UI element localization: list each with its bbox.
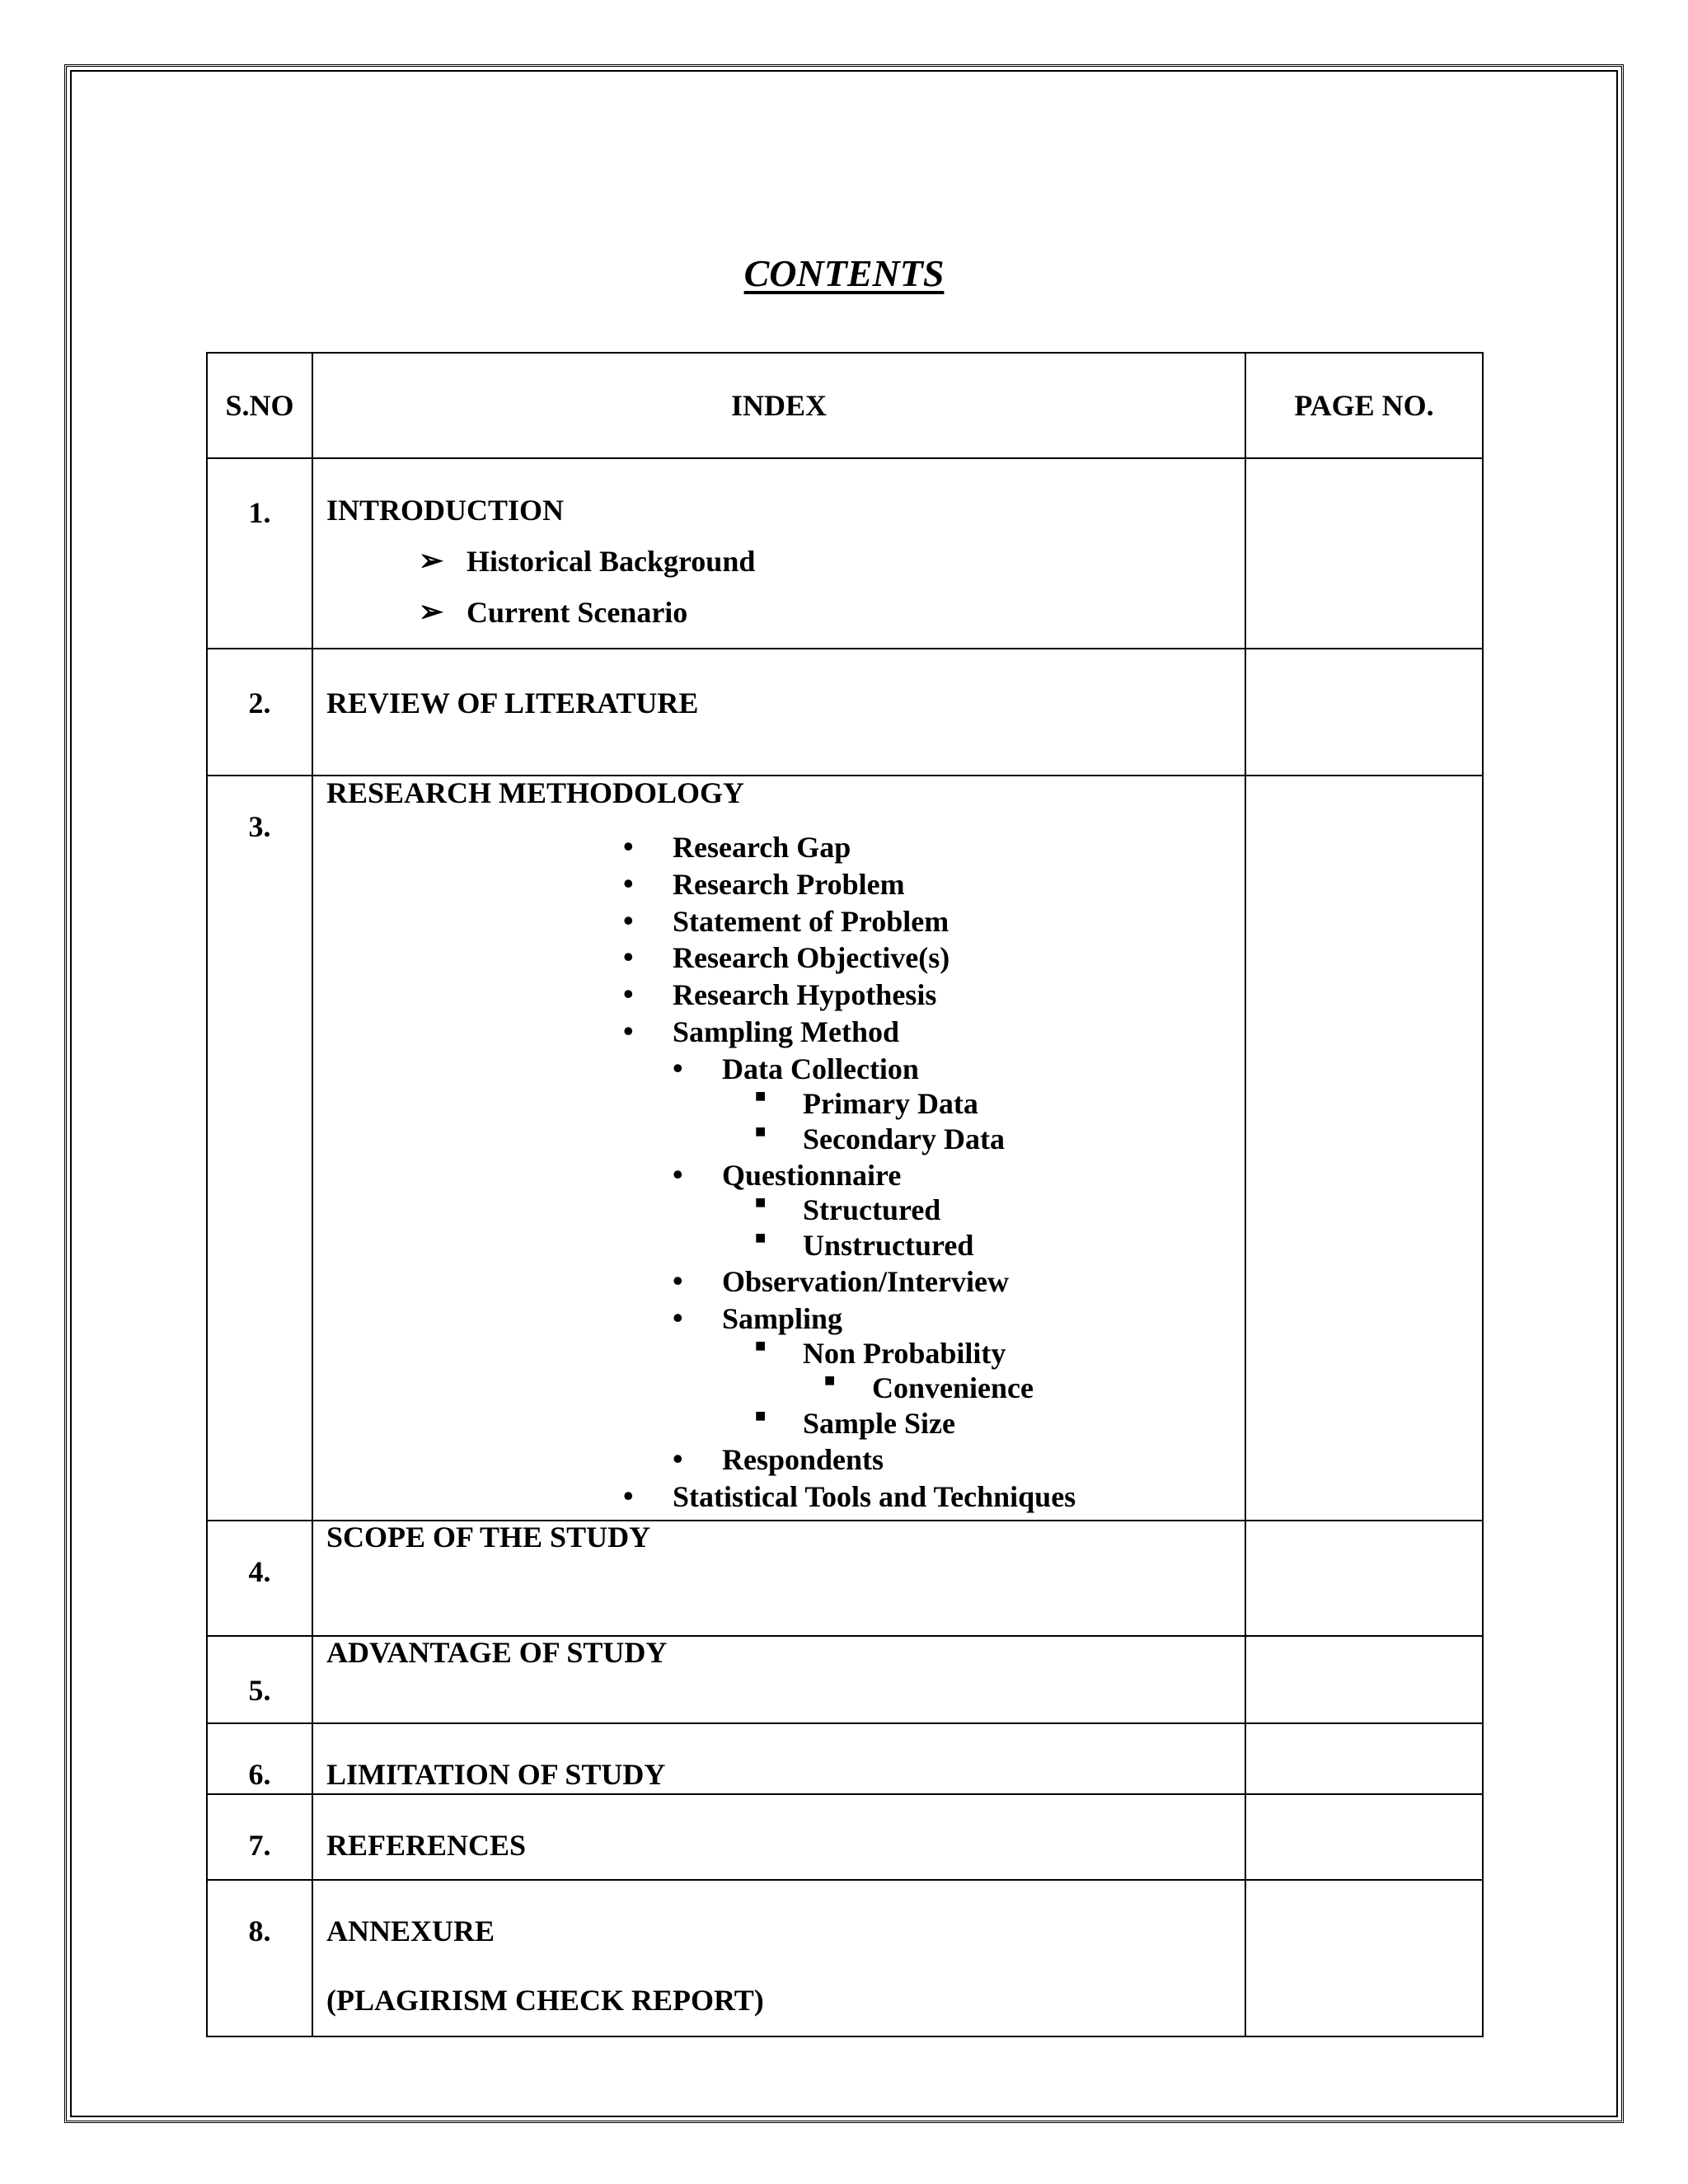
row-sno: 3.	[248, 810, 271, 843]
page-no-cell	[1245, 1880, 1483, 2036]
list-item: Convenience	[872, 1371, 1034, 1404]
table-row	[207, 1880, 1483, 2036]
bullet-icon: •	[673, 1301, 683, 1334]
bullet-icon: •	[623, 830, 634, 863]
table-row	[207, 1794, 1483, 1880]
row-sno: 1.	[248, 496, 271, 529]
list-item: Sampling Method	[673, 1015, 900, 1048]
sub-item: Historical Background	[467, 545, 756, 578]
list-item: Research Objective(s)	[673, 941, 950, 974]
page-title: CONTENTS	[743, 252, 945, 294]
list-item: Unstructured	[803, 1229, 974, 1262]
row-sno: 6.	[248, 1758, 271, 1791]
table-row	[207, 1521, 1483, 1636]
row-title: ANNEXURE	[326, 1915, 495, 1947]
list-item: Non Probability	[803, 1337, 1006, 1370]
row-note: (PLAGIRISM CHECK REPORT)	[326, 1984, 764, 2017]
square-bullet-icon: ■	[755, 1335, 767, 1356]
list-item: Research Problem	[673, 868, 905, 901]
table-row	[207, 458, 1483, 649]
header-page-no: PAGE NO.	[1245, 353, 1483, 458]
square-bullet-icon: ■	[755, 1192, 767, 1212]
row-sno: 4.	[248, 1555, 271, 1588]
bullet-icon: •	[623, 1015, 634, 1047]
list-item: Research Gap	[673, 831, 851, 864]
table-row	[207, 776, 1483, 1521]
list-item: Observation/Interview	[722, 1265, 1009, 1298]
page-no-cell	[1245, 1794, 1483, 1880]
row-title: LIMITATION OF STUDY	[326, 1758, 666, 1791]
square-bullet-icon: ■	[755, 1085, 767, 1106]
list-item: Structured	[803, 1193, 941, 1226]
bullet-icon: •	[623, 1479, 634, 1512]
row-sno: 8.	[248, 1915, 271, 1947]
bullet-icon: •	[623, 977, 634, 1010]
page-no-cell	[1245, 1521, 1483, 1636]
bullet-icon: •	[623, 867, 634, 900]
page-no-cell	[1245, 1636, 1483, 1723]
list-item: Statement of Problem	[673, 905, 950, 938]
bullet-icon: •	[623, 940, 634, 973]
list-item: Sample Size	[803, 1407, 955, 1440]
list-item: Primary Data	[803, 1087, 978, 1120]
arrow-bullet-icon: ➢	[419, 595, 444, 628]
list-item: Questionnaire	[722, 1159, 902, 1192]
table-row	[207, 1636, 1483, 1723]
bullet-icon: •	[673, 1052, 683, 1085]
row-title: SCOPE OF THE STUDY	[326, 1521, 651, 1554]
row-title: ADVANTAGE OF STUDY	[326, 1636, 668, 1669]
list-item: Data Collection	[722, 1052, 919, 1085]
bullet-icon: •	[623, 904, 634, 937]
arrow-bullet-icon: ➢	[419, 544, 444, 577]
contents-table	[206, 352, 1484, 2037]
table-row	[207, 649, 1483, 776]
table-header-row	[207, 353, 1483, 458]
list-item: Research Hypothesis	[673, 978, 937, 1011]
table-row	[207, 1723, 1483, 1794]
list-item: Secondary Data	[803, 1122, 1005, 1155]
row-sno: 7.	[248, 1829, 271, 1862]
page-no-cell	[1245, 649, 1483, 776]
page-no-cell	[1245, 458, 1483, 649]
page-no-cell	[1245, 776, 1483, 1521]
row-sno: 2.	[248, 687, 271, 719]
square-bullet-icon: ■	[824, 1370, 836, 1390]
square-bullet-icon: ■	[755, 1121, 767, 1141]
bullet-icon: •	[673, 1158, 683, 1191]
list-item: Sampling	[722, 1302, 843, 1335]
page-no-cell	[1245, 1723, 1483, 1794]
list-item: Statistical Tools and Techniques	[673, 1480, 1076, 1513]
header-index: INDEX	[312, 353, 1245, 458]
list-item: Respondents	[722, 1443, 884, 1476]
bullet-icon: •	[673, 1442, 683, 1475]
row-title: RESEARCH METHODOLOGY	[326, 776, 745, 809]
row-sno: 5.	[248, 1674, 271, 1707]
header-sno: S.NO	[207, 353, 312, 458]
row-title: REFERENCES	[326, 1829, 527, 1862]
bullet-icon: •	[673, 1264, 683, 1297]
square-bullet-icon: ■	[755, 1405, 767, 1426]
row-title: REVIEW OF LITERATURE	[326, 687, 699, 719]
square-bullet-icon: ■	[755, 1227, 767, 1248]
sub-item: Current Scenario	[467, 596, 688, 629]
row-title: INTRODUCTION	[326, 494, 565, 527]
